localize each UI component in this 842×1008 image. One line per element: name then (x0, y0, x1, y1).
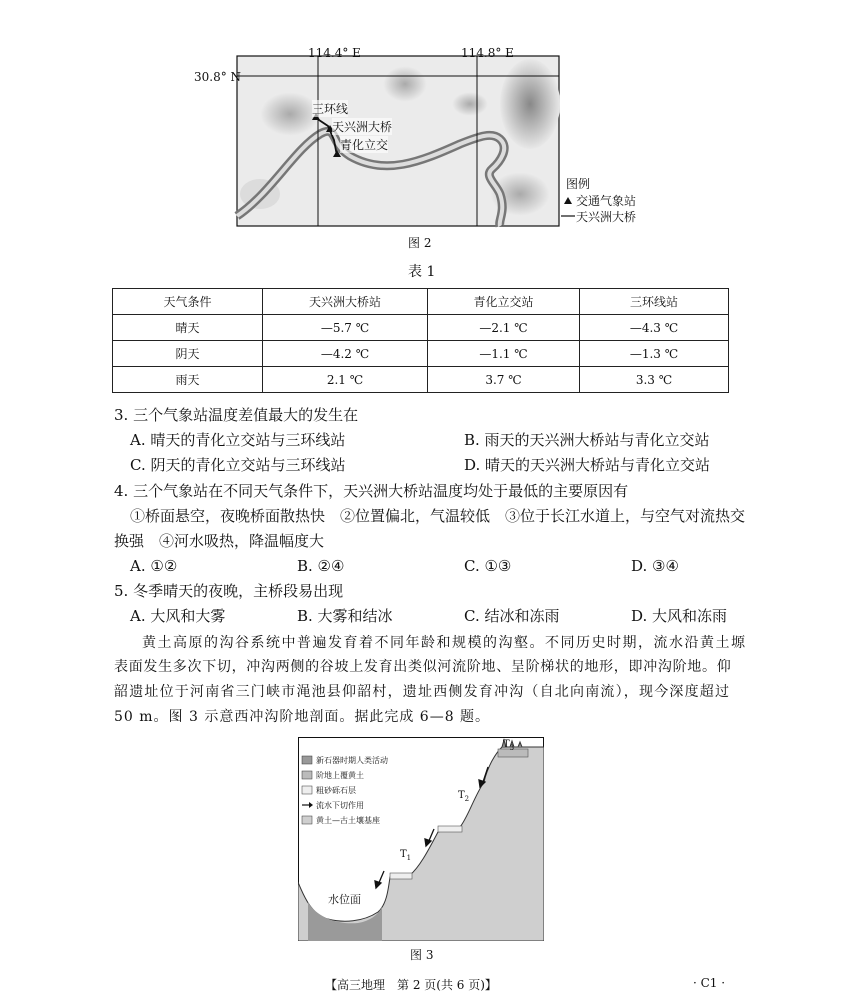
passage-line-2: 表面发生多次下切，冲沟两侧的谷坡上发育出类似河流阶地、呈阶梯状的地形，即冲沟阶地。仰 (114, 659, 732, 675)
q3-option-d[interactable]: D. 晴天的天兴洲大桥站与青化立交站 (464, 456, 711, 474)
q3-option-c[interactable]: C. 阴天的青化立交站与三环线站 (130, 456, 346, 474)
figure-3-caption: 图 3 (410, 948, 434, 962)
profile-svg (298, 737, 544, 941)
q3-option-b[interactable]: B. 雨天的天兴洲大桥站与青化立交站 (464, 431, 710, 449)
table-cell: 雨天 (113, 367, 263, 393)
water-level-label: 水位面 (328, 893, 361, 906)
table-cell: —4.3 ℃ (580, 315, 729, 341)
terrace-t1-label: $T_1$ (400, 849, 412, 862)
q4-option-c[interactable]: C. ①③ (464, 557, 512, 575)
legend-bridge-label: 天兴洲大桥 (576, 210, 637, 224)
table-cell: 2.1 ℃ (263, 367, 428, 393)
terrace-t2-layer (438, 826, 462, 832)
passage-line-1: 黄土高原的沟谷系统中普遍发育着不同年龄和规模的沟壑。不同历史时期，流水沿黄土塬 (142, 635, 747, 651)
legend-loess-cover-label: 阶地上覆黄土 (316, 771, 364, 780)
label-bridge: 天兴洲大桥 (332, 120, 393, 134)
legend-human-icon (302, 756, 312, 764)
figure-2-map (194, 44, 680, 240)
terrace-t1-layer (390, 873, 412, 879)
legend-base-label: 黄土—古土壤基座 (316, 816, 380, 825)
label-sanhuan: 三环线 (312, 102, 349, 116)
table-cell: —4.2 ℃ (263, 341, 428, 367)
passage-line-3: 韶遗址位于河南省三门峡市渑池县仰韶村，遗址西侧发育冲沟（自北向南流），现今深度超过 (114, 684, 731, 700)
table-header-cell: 三环线站 (580, 289, 729, 315)
q4-statements-line-2: 换强 ④河水吸热，降温幅度大 (114, 532, 325, 550)
table-cell: 晴天 (113, 315, 263, 341)
page-code: · C1 · (693, 976, 726, 990)
table-header-cell: 天兴洲大桥站 (263, 289, 428, 315)
q5-option-a[interactable]: A. 大风和大雾 (130, 607, 226, 625)
table-header-cell: 天气条件 (113, 289, 263, 315)
q4-option-b[interactable]: B. ②④ (297, 557, 345, 575)
q5-option-d[interactable]: D. 大风和冻雨 (631, 607, 728, 625)
q5-option-c[interactable]: C. 结冰和冻雨 (464, 607, 560, 625)
terrace-t2-label: $T_2$ (458, 790, 470, 803)
passage-line-4: 50 m。图 3 示意西冲沟阶地剖面。据此完成 6—8 题。 (114, 709, 491, 725)
q4-option-d[interactable]: D. ③④ (631, 557, 679, 575)
table-row (113, 315, 729, 341)
q4-statements-line-1: ①桥面悬空，夜晚桥面散热快 ②位置偏北，气温较低 ③位于长江水道上，与空气对流热交 (130, 507, 746, 525)
legend-human-label: 新石器时期人类活动 (316, 756, 388, 765)
legend-arrow-label: 流水下切作用 (316, 801, 364, 810)
legend-gravel-label: 粗砂砾石层 (316, 786, 356, 795)
legend-gravel-icon (302, 786, 312, 794)
lon-label-1: 114.4° E (308, 46, 361, 60)
terrace-t3-label: $T_3$ (503, 739, 515, 752)
table-cell: —5.7 ℃ (263, 315, 428, 341)
table-cell: —1.1 ℃ (428, 341, 580, 367)
figure-3-profile (298, 737, 544, 941)
page-footer: 【高三地理 第 2 页(共 6 页)】 (325, 978, 497, 992)
table-cell: 3.7 ℃ (428, 367, 580, 393)
legend-title: 图例 (566, 177, 591, 191)
table-cell: 阴天 (113, 341, 263, 367)
q5-option-b[interactable]: B. 大雾和结冰 (297, 607, 393, 625)
table-header-row (113, 289, 729, 315)
q3-option-a[interactable]: A. 晴天的青化立交站与三环线站 (130, 431, 346, 449)
legend-base-icon (302, 816, 312, 824)
lon-label-2: 114.8° E (461, 46, 514, 60)
q4-option-a[interactable]: A. ①② (130, 557, 178, 575)
question-5-stem: 5. 冬季晴天的夜晚，主桥段易出现 (114, 582, 344, 600)
table-cell: 3.3 ℃ (580, 367, 729, 393)
lat-label: 30.8° N (194, 70, 242, 84)
legend-station-icon (564, 197, 572, 204)
table-row (113, 367, 729, 393)
label-qinghua: 青化立交 (340, 138, 389, 152)
table-header-cell: 青化立交站 (428, 289, 580, 315)
table-row (113, 341, 729, 367)
question-4-stem: 4. 三个气象站在不同天气条件下，天兴洲大桥站温度均处于最低的主要原因有 (114, 482, 629, 500)
legend-loess-cover-icon (302, 771, 312, 779)
question-3-stem: 3. 三个气象站温度差值最大的发生在 (114, 406, 359, 424)
table-cell: —2.1 ℃ (428, 315, 580, 341)
figure-2-caption: 图 2 (408, 236, 432, 250)
table-1 (112, 288, 729, 393)
table-1-title: 表 1 (408, 264, 436, 280)
legend-station-label: 交通气象站 (576, 194, 637, 208)
table-cell: —1.3 ℃ (580, 341, 729, 367)
